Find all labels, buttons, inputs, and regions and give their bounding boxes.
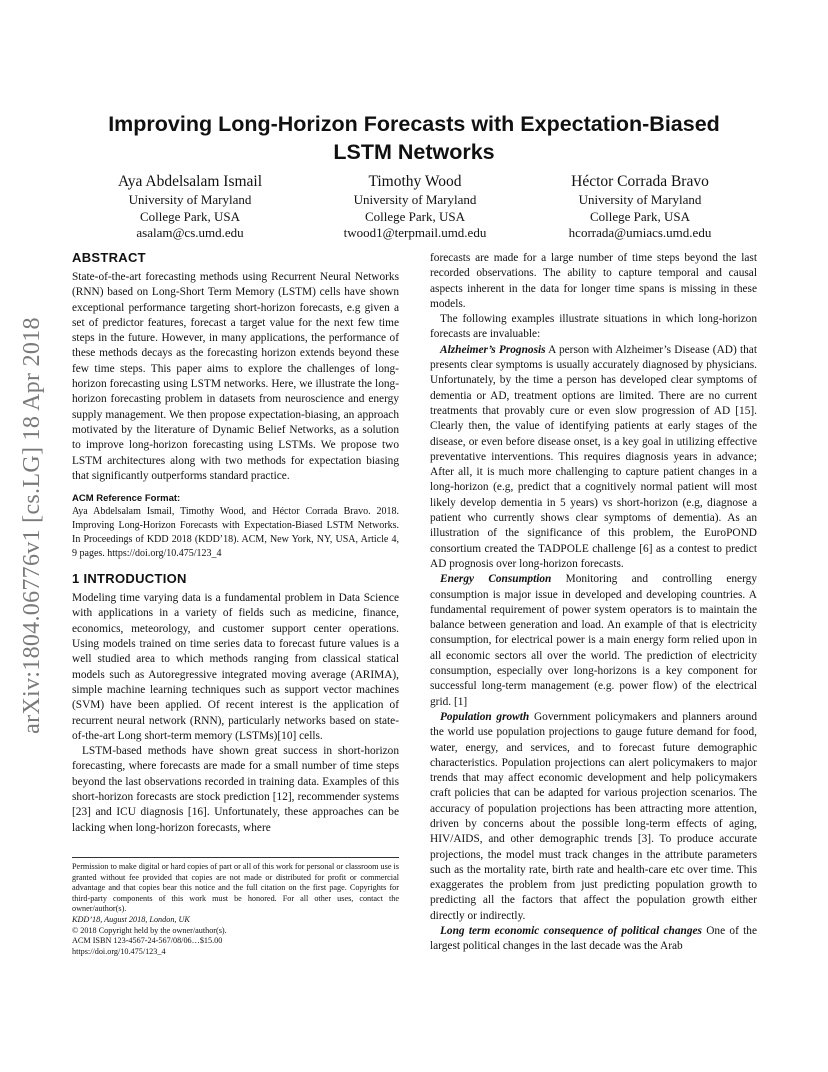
author-3: [530, 172, 750, 242]
introduction-heading: 1 INTRODUCTION: [72, 571, 187, 587]
example-lead: Long term economic consequence of political changes: [440, 925, 702, 938]
permission-notice: Permission to make digital or hard copies of part or all of this work for personal or classroom use is granted without fee provided that copies are not made or distributed for profit or commercial advantage and that copies bear this notice and the full citation on the first page. Copyrights for third-party components of this work must be honored. For all other uses, contact the owner/author(s).: [72, 862, 399, 914]
arxiv-identifier-text: arXiv:1804.06776v1 [cs.LG] 18 Apr 2018: [18, 316, 45, 734]
example-body: Government policymakers and planners around the world use population projections to gauge future demand for food, water, energy, and services, and to forecast future demographic characteristics. Population projections can alert policymakers to major trends that may affect economic development and help policymakers craft policies that can be adapted for various projection scenarios. The accuracy of population projections has been attracting more attention, driven by concerns about the possible long-term effects of aging, HIV/AIDS, and other demographic trends [3]. To produce accurate projections, the model must track changes in the attribute parameters such as the mortality rate, birth rate and health-care etc over time. This exaggerates the problem from just predicting population growth to predicting all the factors that affect the population growth either directly or indirectly.: [430, 710, 757, 922]
arxiv-identifier: [16, 290, 48, 760]
author-name: Aya Abdelsalam Ismail: [117, 173, 263, 190]
example-body: A person with Alzheimer’s Disease (AD) that presents clear symptoms is usually accurately diagnosed by physicians. Unfortunately, by the time a person has developed clear symptoms of dementia or AD, treatment options are limited. There are no current treatments that provably cure or even slow progression of AD [15]. Clearly then, the value of identifying patients at early stages of the disease, or even before disease onset, is a key goal in utilizing effective preventative interventions. This requires diagnosis years in advance; After all, it is much more challenging to capture patient changes in a long-horizon (e.g, predict that a cognitively normal patient will most likely develop dementia in 5 years) vs short-horizon (e.g, diagnose a patient who currently shows clear symptoms of dementia). As an illustration of the significance of this problem, the EuroPOND consortium created the TADPOLE challenge [6] as a contest to predict AD prognosis over long-horizon forecasts.: [430, 343, 757, 570]
author-affiliation: University of Maryland: [128, 192, 252, 207]
author-name: Timothy Wood: [368, 173, 462, 190]
author-email: twood1@terpmail.umd.edu: [343, 225, 487, 240]
intro-paragraph-2: LSTM-based methods have shown great success in short-horizon forecasting, where forecasts are made for a small number of time steps beyond the last observations recorded in training data. Examples of this short-horizon forecasts are stock prediction [12], recommender systems [23] and ICU diagnosis [16]. Unfortunately, these approaches can be lacking when long-horizon forecasts, where: [72, 745, 399, 834]
author-email: hcorrada@umiacs.umd.edu: [568, 225, 712, 240]
continuation-paragraph: forecasts are made for a large number of time steps beyond the last recorded observations. The ability to capture temporal and causal aspects inherent in the data for longer time spans is missing in these models.: [430, 252, 757, 310]
author-email: asalam@cs.umd.edu: [136, 225, 244, 240]
author-2: [305, 172, 525, 242]
author-location: College Park, USA: [364, 208, 466, 224]
author-affiliation: University of Maryland: [578, 192, 702, 207]
intro-paragraph-1: Modeling time varying data is a fundamental problem in Data Science with applications in a variety of fields such as medicine, finance, economics, meteorology, and customer support center operations. Using models trained on time series data to forecast future values is a well studied area to which methods ranging from classical statical models such as Autoregressive integrated moving average (ARIMA), simple machine learning techniques such as support vector machines (SVM) have been applied. Of recent interest is the application of recurrent neural network (RNN), particularly networks based on state-of-the-art Long short-term memory (LSTMs)[10] cells.: [72, 592, 399, 742]
example-lead: Population growth: [440, 710, 530, 723]
abstract-heading: ABSTRACT: [72, 250, 146, 265]
author-affiliation: University of Maryland: [353, 192, 477, 207]
example-political: [430, 924, 757, 955]
author-location: College Park, USA: [589, 208, 691, 224]
abstract-text: State-of-the-art forecasting methods using Recurrent Neural Networks (RNN) based on Long-Short Term Memory (LSTM) cells have shown exceptional performance targeting short-horizon forecasts, e.g given a set of predictor features, forecast a target value for the next few time steps in the future. However, in many applications, the performance of these methods decays as the forecasting horizon extends beyond these few time steps. This paper aims to explore the challenges of long-horizon forecasting using LSTM networks. Here, we illustrate the long-horizon forecasting problem in datasets from neuroscience and energy supply management. We then propose expectation-biasing, an approach motivated by the literature of Dynamic Belief Networks, as a solution to improve long-horizon forecasting using LSTMs. We propose two LSTM architectures along with two methods for expectation biasing that significantly outperforms standard practice.: [72, 271, 399, 482]
copyright-line: © 2018 Copyright held by the owner/author(s).: [72, 925, 227, 935]
example-lead: Alzheimer’s Prognosis: [440, 343, 546, 356]
author-location: College Park, USA: [139, 208, 241, 224]
author-name: Héctor Corrada Bravo: [571, 173, 709, 190]
isbn-line: ACM ISBN 123-4567-24-567/08/06…$15.00: [72, 936, 223, 946]
venue-line: KDD’18, August 2018, London, UK: [72, 914, 190, 924]
right-column: [430, 251, 757, 955]
examples-intro: The following examples illustrate situations in which long-horizon forecasts are invaluable:: [430, 313, 757, 341]
example-population: [430, 710, 757, 924]
acm-reference-heading: ACM Reference Format:: [72, 493, 181, 505]
author-1: [80, 172, 300, 242]
example-lead: Energy Consumption: [440, 573, 552, 586]
copyright-footnote: [72, 857, 399, 957]
paper-title: Improving Long-Horizon Forecasts with Expectation-Biased LSTM Networks: [108, 112, 720, 164]
doi-link[interactable]: https://doi.org/10.475/123_4: [72, 946, 166, 956]
example-body: Monitoring and controlling energy consumption is major issue in developed and developing countries. A fundamental requirement of power system operators is to maintain the balance between generation and load. An example of that is electricity consumption, for electrical power is a main energy form relied upon in all economic sectors all over the world. The prediction of electricity consumption, especially over long-horizons is a key component for successful long-term management (e.g. power flow) of the electrical grid. [1]: [430, 573, 757, 708]
left-column: [72, 250, 399, 836]
example-energy: [430, 572, 757, 710]
example-alzheimers: [430, 343, 757, 572]
author-block: [80, 172, 750, 242]
acm-reference-text: Aya Abdelsalam Ismail, Timothy Wood, and Héctor Corrada Bravo. 2018. Improving Long-Horizon Forecasts with Expectation-Biased LSTM Networks. In Proceedings of KDD 2018 (KDD’18). ACM, New York, NY, USA, Article 4, 9 pages. https://doi.org/10.475/123_4: [72, 506, 399, 560]
example-body: One of the largest political changes in the last decade was the Arab: [430, 925, 758, 953]
